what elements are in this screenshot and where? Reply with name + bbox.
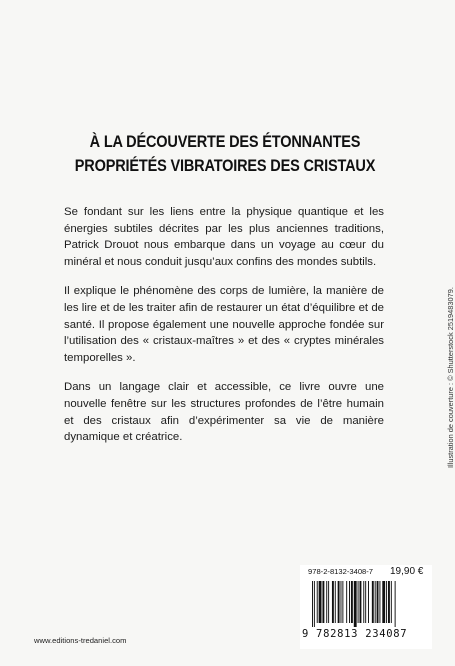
barcode-bar <box>351 581 353 623</box>
publisher-website: www.editions-tredaniel.com <box>34 636 127 645</box>
barcode-bar <box>391 581 392 623</box>
title-line-1: À LA DÉCOUVERTE DES ÉTONNANTES <box>89 133 361 151</box>
barcode-bar <box>328 581 329 623</box>
barcode-bar <box>319 581 322 623</box>
barcode-panel <box>300 565 432 649</box>
barcode-bar <box>372 581 374 623</box>
barcode-bar <box>358 581 359 623</box>
barcode-bar <box>368 581 369 623</box>
barcode-bar <box>346 581 347 623</box>
blurb-paragraph-2: Il explique le phénomène des corps de lumière, la manière de les lire et de les traiter afin de restaurer un état d’équilibre et de santé. Il propose également une nouvelle approche fondée sur l’utilisation des « cristaux-maîtres » et des « cryptes minérales temporelles ». <box>64 285 384 364</box>
barcode-bar <box>388 581 390 623</box>
barcode-bar <box>322 581 324 623</box>
barcode-image <box>312 581 424 627</box>
barcode-bar <box>335 581 336 623</box>
cover-credit: Illustration de couverture : © Shutterstock 2519483079. <box>446 287 455 468</box>
barcode-bar <box>395 581 396 627</box>
title-line-2: PROPRIÉTÉS VIBRATOIRES DES CRISTAUX <box>74 157 376 175</box>
barcode-bar <box>341 581 342 623</box>
barcode-bar <box>365 581 366 623</box>
barcode-bar <box>363 581 364 623</box>
barcode-bar <box>379 581 380 623</box>
barcode-bar <box>377 581 379 623</box>
price-label: 19,90 € <box>390 566 424 577</box>
barcode-bar <box>360 581 362 623</box>
barcode-bar <box>317 581 318 623</box>
blurb-paragraph-1: Se fondant sur les liens entre la physique quantique et les énergies subtiles décrites par les plus anciennes traditions, Patrick Drouot nous embarque dans un voyage au cœur du minéral et nous conduit jusqu’aux confins des mondes subtils. <box>64 206 384 268</box>
barcode-bar <box>312 581 313 627</box>
barcode-bar <box>314 581 315 627</box>
blurb-paragraph-3: Dans un langage clair et accessible, ce livre ouvre une nouvelle fenêtre sur les structures profondes de l’être humain et des cristaux afin d’expérimenter sa vie de manière dynamique et créatrice. <box>64 381 384 444</box>
barcode-bar <box>386 581 387 623</box>
barcode-bar <box>354 581 357 627</box>
barcode-bar <box>382 581 385 623</box>
barcode-bar <box>349 581 350 623</box>
barcode-digits: 9 782813 234087 <box>302 628 408 640</box>
isbn-label: 978-2-8132-3408-7 <box>308 567 374 576</box>
barcode-bar <box>326 581 327 623</box>
blurb <box>64 204 384 459</box>
barcode-bar <box>332 581 334 623</box>
barcode-bar <box>338 581 340 623</box>
back-cover-title <box>27 130 423 178</box>
barcode-bar <box>375 581 376 623</box>
barcode-bar <box>342 581 343 623</box>
